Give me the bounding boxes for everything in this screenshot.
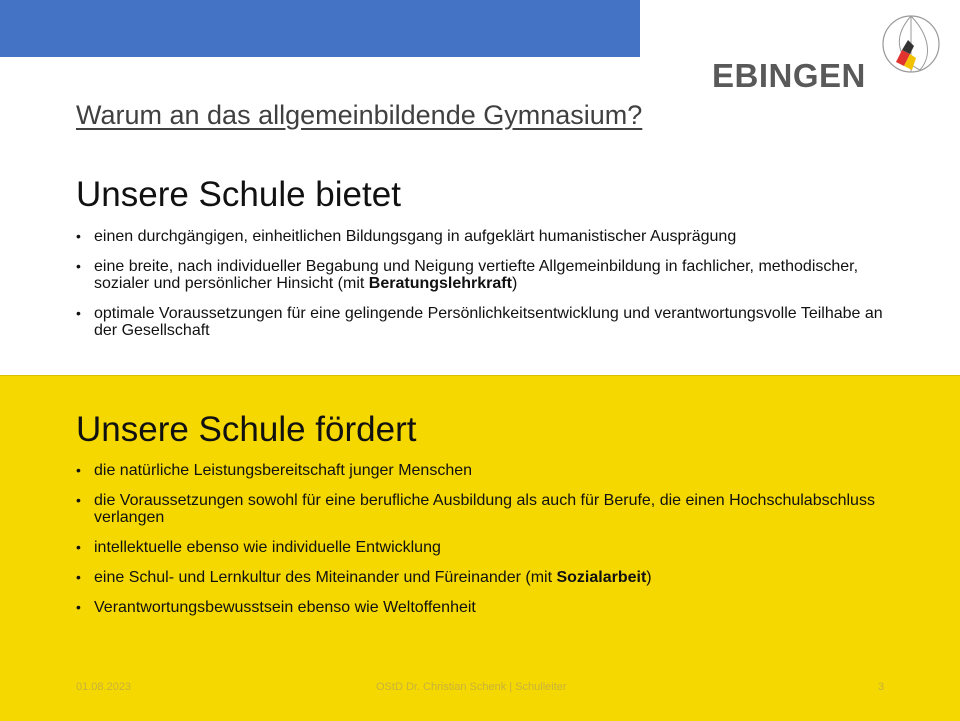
footer-author: OStD Dr. Christian Schenk | Schulleiter (376, 681, 567, 693)
bullet-icon: • (76, 599, 81, 615)
bullet-icon: • (76, 258, 81, 274)
list-item: • Verantwortungsbewusstsein ebenso wie Weltoffenheit (76, 599, 476, 616)
list-item: • optimale Voraussetzungen für eine gelingende Persönlichkeitsentwicklung und verantwortungsvolle Teilhabe an der Gesellschaft (76, 305, 883, 339)
list-item: • intellektuelle ebenso wie individuelle Entwicklung (76, 539, 441, 556)
bullet-icon: • (76, 462, 81, 478)
bullet-icon: • (76, 305, 81, 321)
footer-date: 01.08.2023 (76, 681, 132, 693)
bullet-list-bietet (76, 228, 896, 352)
footer-page-number: 3 (878, 681, 885, 693)
list-item: • eine breite, nach individueller Begabung und Neigung vertiefte Allgemeinbildung in fachlicher, methodischer, sozialer und persönlicher Hinsicht (mit Beratungslehrkraft) (76, 258, 859, 292)
section-heading-foerdert: Unsere Schule fördert (76, 410, 417, 449)
list-item: • die natürliche Leistungsbereitschaft junger Menschen (76, 462, 473, 479)
bullet-list-foerdert (76, 462, 896, 629)
list-item: • einen durchgängigen, einheitlichen Bildungsgang in aufgeklärt humanistischer Ausprägung (76, 228, 737, 245)
section-heading-bietet: Unsere Schule bietet (76, 175, 401, 214)
bullet-icon: • (76, 492, 81, 508)
list-item: • eine Schul- und Lernkultur des Miteinander und Füreinander (mit Sozialarbeit) (76, 569, 652, 586)
logo-text-bottom: EBINGEN (712, 57, 866, 94)
bullet-icon: • (76, 228, 81, 244)
slide-subtitle: Warum an das allgemeinbildende Gymnasium? (76, 100, 643, 130)
school-emblem-icon (880, 10, 942, 80)
bullet-icon: • (76, 539, 81, 555)
logo-text-top: GYMNASIUM (652, 24, 861, 61)
bullet-icon: • (76, 569, 81, 585)
list-item: • die Voraussetzungen sowohl für eine berufliche Ausbildung als auch für Berufe, die einen Hochschulabschluss verlangen (76, 492, 875, 526)
